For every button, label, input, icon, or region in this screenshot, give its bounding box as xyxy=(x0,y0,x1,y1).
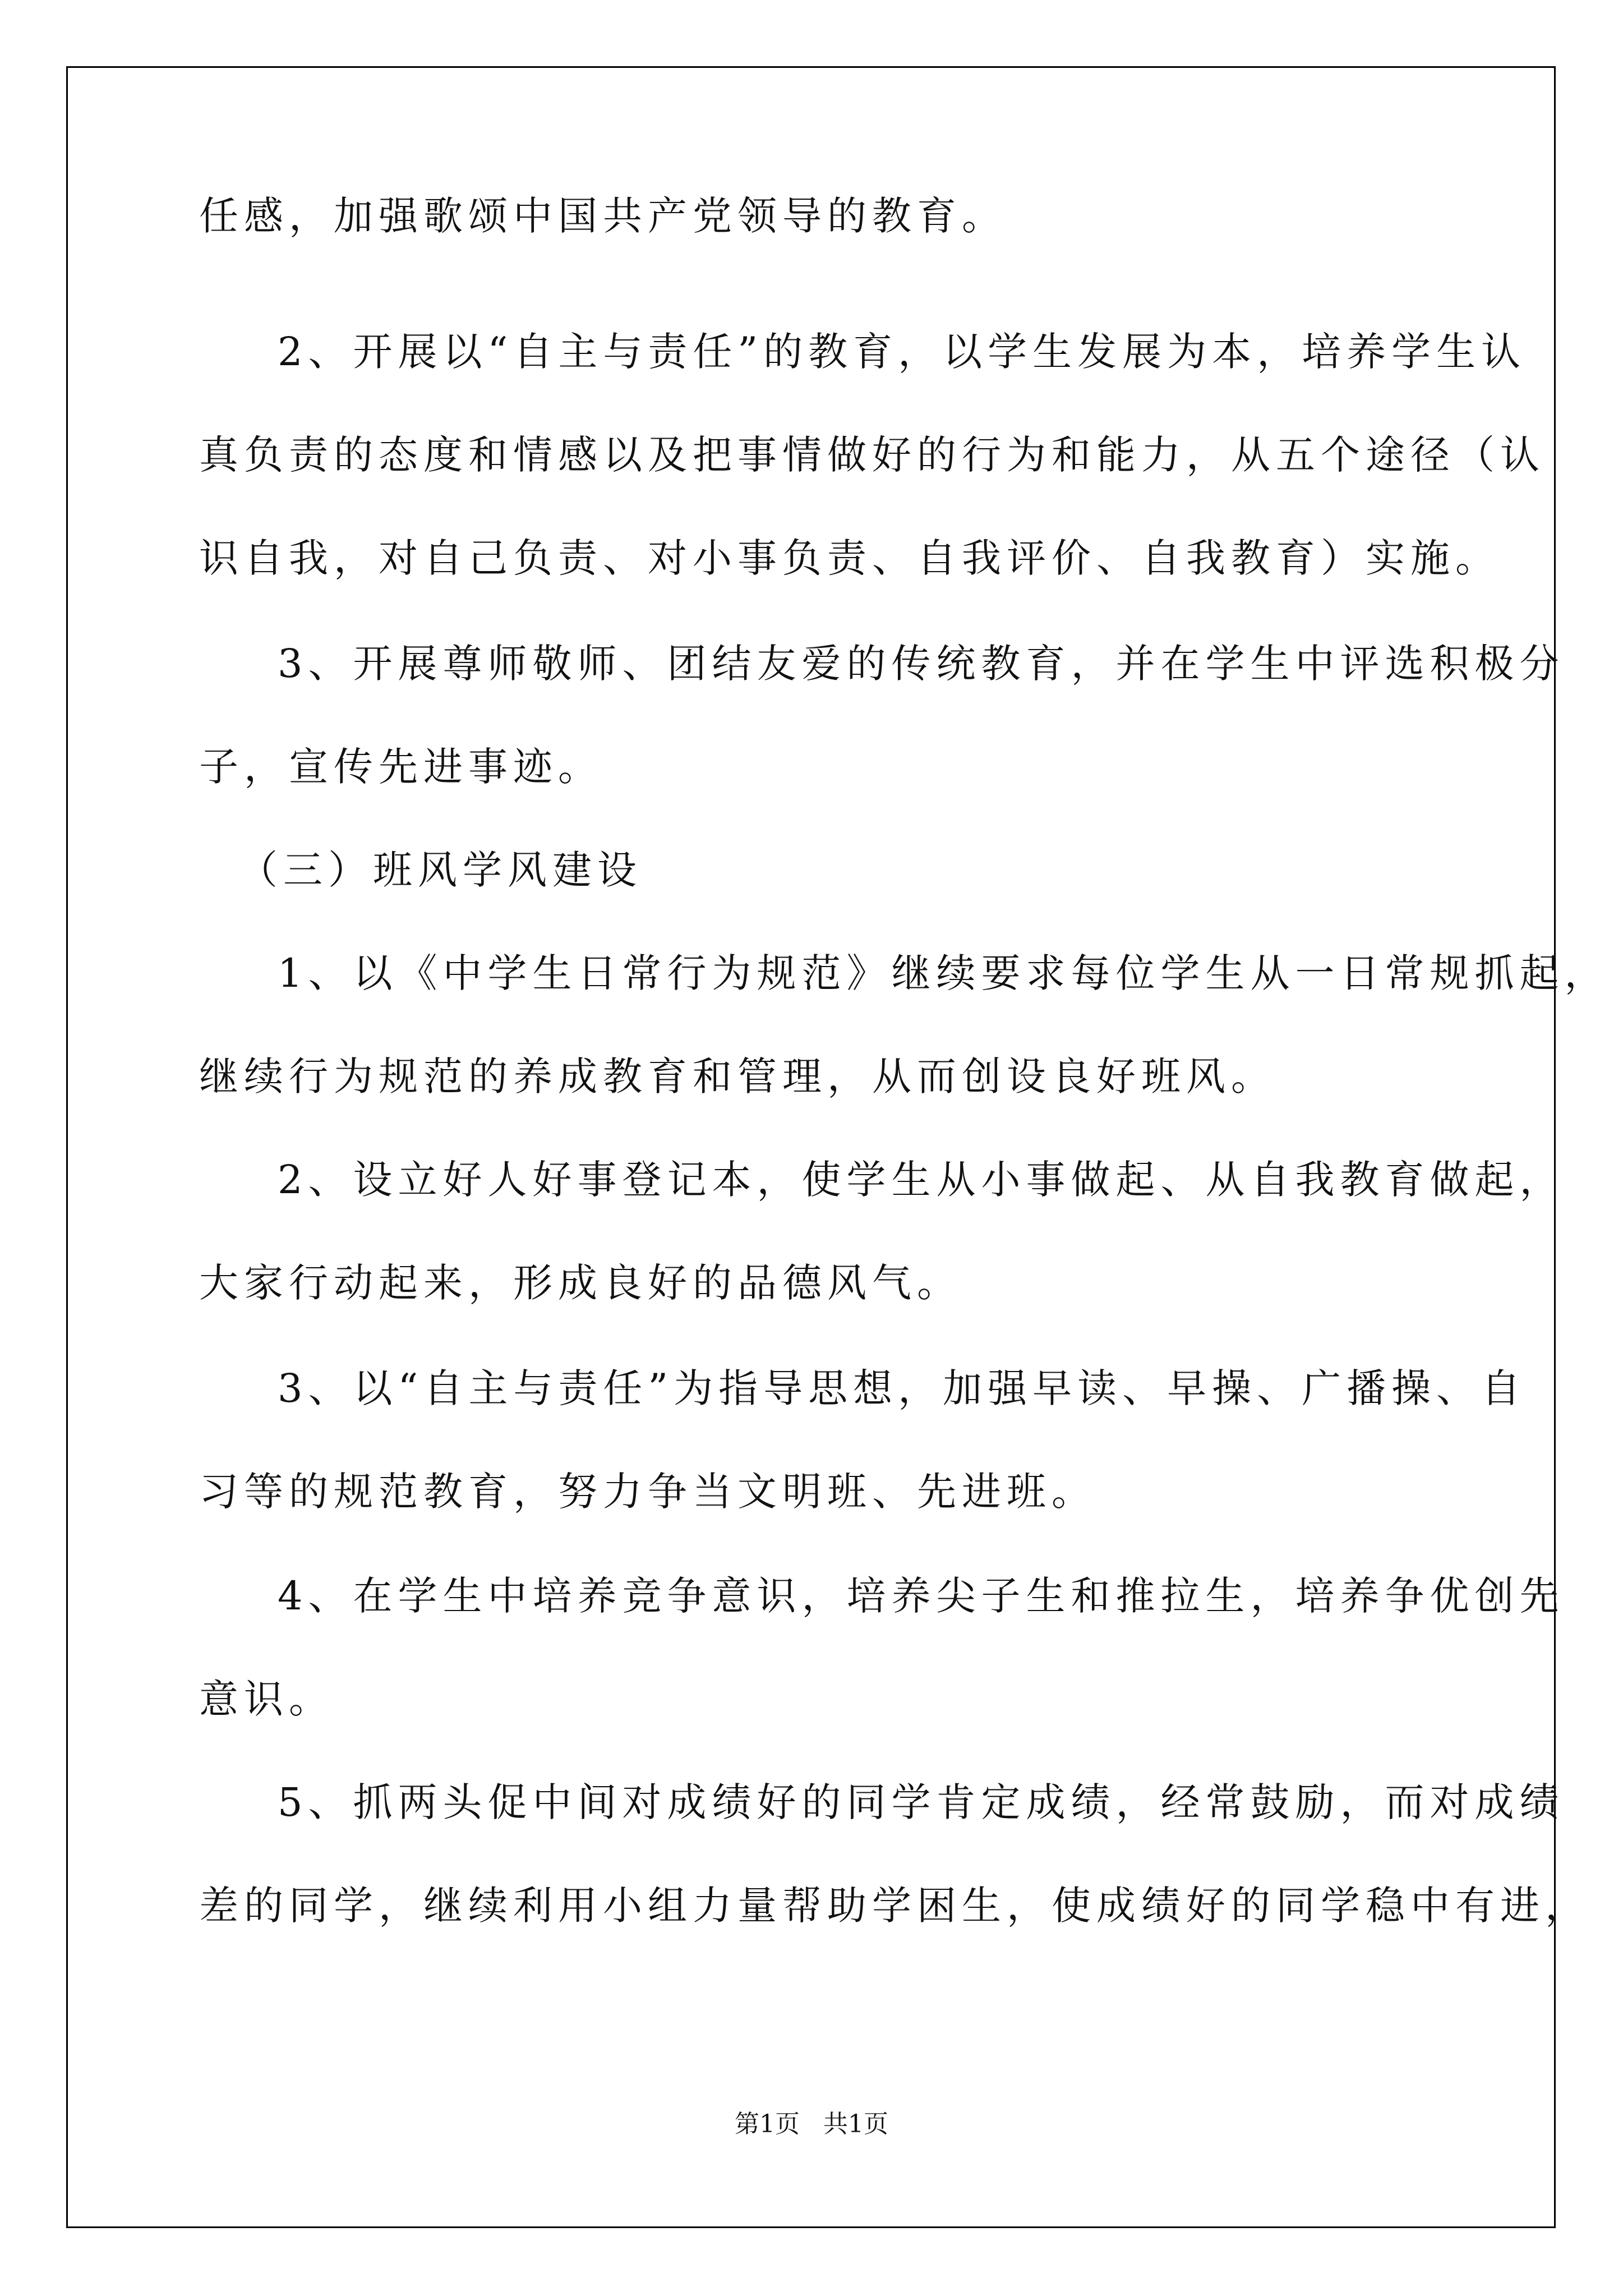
text-line: 2、设立好人好事登记本，使学生从小事做起、从自我教育做起， xyxy=(278,1157,1565,1203)
text-line: 4、在学生中培养竞争意识，培养尖子生和推拉生，培养争优创先 xyxy=(278,1573,1565,1619)
text-line: 1、以《中学生日常行为规范》继续要求每位学生从一日常规抓起， xyxy=(278,950,1610,996)
text-line: 真负责的态度和情感以及把事情做好的行为和能力，从五个途径（认 xyxy=(199,432,1545,478)
page-footer xyxy=(0,2104,1623,2139)
text-line: 5、抓两头促中间对成绩好的同学肯定成绩，经常鼓励，而对成绩 xyxy=(278,1779,1565,1825)
text-line: 子，宣传先进事迹。 xyxy=(199,744,603,790)
text-line: 意识。 xyxy=(199,1676,334,1722)
text-line: 识自我，对自己负责、对小事负责、自我评价、自我教育）实施。 xyxy=(199,535,1500,581)
text-line: 差的同学，继续利用小组力量帮助学困生，使成绩好的同学稳中有进， xyxy=(199,1883,1590,1929)
text-line: 2、开展以“自主与责任”的教育，以学生发展为本，培养学生认 xyxy=(278,329,1527,375)
text-line: 继续行为规范的养成教育和管理，从而创设良好班风。 xyxy=(199,1053,1276,1099)
text-line: 3、开展尊师敬师、团结友爱的传统教育，并在学生中评选积极分 xyxy=(278,641,1565,687)
section-heading: （三）班风学风建设 xyxy=(238,847,642,893)
text-line: 习等的规范教育，努力争当文明班、先进班。 xyxy=(199,1469,1096,1515)
total-pages: 共1页 xyxy=(823,2110,888,2138)
text-line: 3、以“自主与责任”为指导思想，加强早读、早操、广播操、自 xyxy=(278,1365,1527,1411)
text-line: 任感，加强歌颂中国共产党领导的教育。 xyxy=(199,193,1007,239)
page-number: 第1页 xyxy=(735,2110,800,2138)
text-line: 大家行动起来，形成良好的品德风气。 xyxy=(199,1260,962,1306)
